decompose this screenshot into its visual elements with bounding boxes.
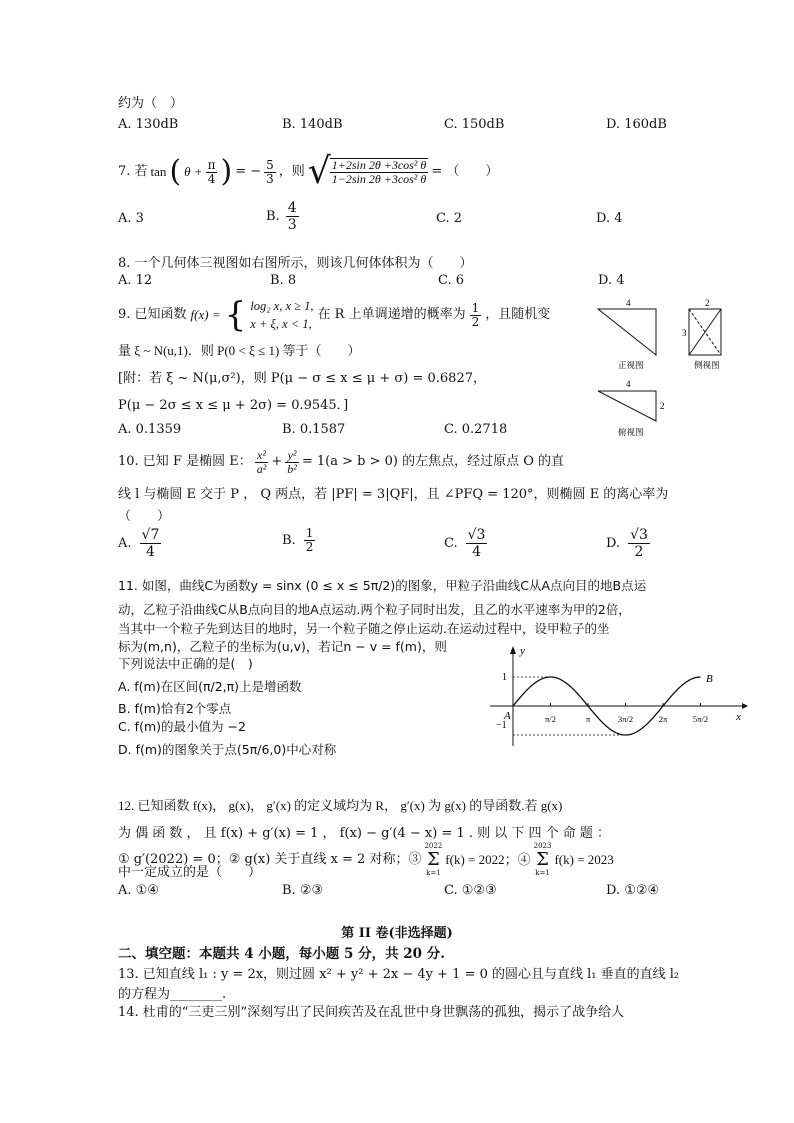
q11-line1: 11. 如图，曲线C为函数y = sinx (0 ≤ x ≤ 5π/2)的图象，甲粒子沿曲线C从A点向目的地B点运 bbox=[118, 578, 647, 593]
svg-text:4: 4 bbox=[626, 379, 631, 389]
q9-after: 在 R 上单调递增的概率为 bbox=[317, 307, 466, 322]
q8-option-a: A. 12 bbox=[118, 273, 153, 288]
svg-text:侧视图: 侧视图 bbox=[694, 360, 720, 370]
x-tick-label: 5π/2 bbox=[692, 714, 709, 724]
q7-five-thirds: $\frac{5}{3}$ bbox=[266, 157, 274, 186]
q12-prop-3: f(k) = 2022；④ bbox=[445, 852, 531, 867]
q12-line2: 为 偶 函 数 ， 且 f(x) + g′(x) = 1 ， f(x) − g′(4 − x) = 1 . 则 以 下 四 个 命 题 ： bbox=[118, 826, 611, 841]
side-view bbox=[682, 298, 721, 370]
y-tick-neg1: −1 bbox=[496, 720, 507, 731]
q10-x2-a2: $\frac{\text{x²}}{\text{a²}}$ bbox=[256, 447, 267, 476]
q9-line2: 量 ξ ~ N(u,1)．则 P(0 < ξ ≤ 1) 等于（ ） bbox=[118, 343, 361, 358]
y-axis-label: y bbox=[520, 645, 525, 657]
q11-option-a: A. f(m)在区间(π/2,π)上是增函数 bbox=[118, 679, 302, 694]
q7-equals: = − bbox=[235, 164, 262, 179]
x-tick-label: π/2 bbox=[545, 714, 556, 724]
q7-option-d: D. 4 bbox=[596, 211, 623, 226]
top-view bbox=[598, 379, 665, 437]
q7-stem bbox=[118, 152, 498, 192]
q9-stem bbox=[118, 295, 550, 335]
three-view-figure bbox=[590, 295, 740, 445]
q6-option-c: C. 150dB bbox=[444, 117, 505, 132]
q10-number: 10. 已知 F 是椭圆 E： bbox=[118, 454, 252, 469]
q7-tan: tan bbox=[150, 164, 167, 179]
q11-line4: 标为(m,n)，乙粒子的坐标为(u,v)，若记n − v = f(m)，则 bbox=[118, 639, 447, 654]
q12-option-b: B. ②③ bbox=[282, 883, 324, 898]
q11-option-c: C. f(m)的最小值为 −2 bbox=[118, 719, 246, 734]
q10-y2-b2: $\frac{\text{y²}}{\text{b²}}$ bbox=[287, 447, 297, 476]
q8-stem: 8. 一个几何体三视图如右图所示，则该几何体体积为（ ） bbox=[118, 256, 473, 271]
x-axis-label: x bbox=[736, 711, 741, 723]
x-tick-label: 3π/2 bbox=[617, 714, 634, 724]
q7-option-c: C. 2 bbox=[436, 211, 463, 226]
q12-option-a: A. ①④ bbox=[118, 883, 159, 898]
q6-option-b: B. 140dB bbox=[282, 117, 343, 132]
x-tick-label: π bbox=[585, 714, 591, 724]
q7-paren-open: ( bbox=[169, 154, 182, 189]
q12-option-c: C. ①②③ bbox=[444, 883, 497, 898]
y-tick-1: 1 bbox=[502, 672, 507, 683]
q12-option-d: D. ①②④ bbox=[606, 883, 660, 898]
svg-text:俯视图: 俯视图 bbox=[618, 427, 644, 437]
q9-number: 9. 已知函数 bbox=[118, 307, 187, 322]
q9-after2: ，且随机变 bbox=[485, 307, 551, 322]
svg-text:2: 2 bbox=[705, 298, 710, 308]
q10-line2: 线 l 与椭圆 E 交于 P ， Q 两点，若 |PF| = 3|QF|，且 ∠PFQ = 120°，则椭圆 E 的离心率为 bbox=[118, 487, 669, 502]
q10-plus: + bbox=[271, 454, 283, 469]
q11-line2: 动，乙粒子沿曲线C从B点向目的地A点运动.两个粒子同时出发，且乙的水平速率为甲的2倍， bbox=[118, 602, 631, 617]
q9-option-b: B. 0.1587 bbox=[282, 422, 346, 437]
graph-axes bbox=[490, 645, 748, 746]
q10-option-d: D. $\frac{√3}{2}$ bbox=[606, 527, 648, 560]
q11-option-d: D. f(m)的图象关于点(5π/6,0)中心对称 bbox=[118, 742, 337, 757]
q7-radicand: $\frac{\text{1+2sin 2θ +3cos² θ}}{\text{1−2sin 2θ +3cos² θ}}$ bbox=[331, 158, 427, 186]
q10-option-c: C. $\frac{√3}{4}$ bbox=[444, 527, 486, 560]
q10-rest: = 1(a > b > 0) 的左焦点，经过原点 O 的直 bbox=[301, 454, 564, 469]
q12-line4: 中一定成立的是（ ） bbox=[118, 865, 262, 880]
q12-sum-2: 2023 Σ k=1 bbox=[533, 842, 552, 877]
q11-option-b: B. f(m)恰有2个零点 bbox=[118, 701, 232, 716]
x-tick-label: 2π bbox=[658, 714, 668, 724]
svg-text:4: 4 bbox=[626, 298, 631, 308]
q10-stem bbox=[118, 444, 564, 480]
q8-option-d: D. 4 bbox=[598, 273, 625, 288]
q7-paren-close: ) bbox=[220, 154, 233, 189]
q10-line3: （ ） bbox=[118, 509, 171, 524]
q12-prop-4: f(k) = 2023 bbox=[554, 852, 614, 867]
sine-curve-graph bbox=[480, 640, 750, 750]
q7-theta-plus: θ + bbox=[184, 164, 203, 179]
q9-option-a: A. 0.1359 bbox=[118, 422, 182, 437]
point-b-label: B bbox=[706, 673, 713, 685]
q6-option-d: D. 160dB bbox=[606, 117, 667, 132]
q7-then: ，则 bbox=[278, 164, 305, 179]
q12-prop-1-2: ① g′(2022) = 0；② g(x) 关于直线 x = 2 对称；③ bbox=[118, 852, 422, 867]
q8-option-b: B. 8 bbox=[270, 273, 297, 288]
q8-option-c: C. 6 bbox=[438, 273, 465, 288]
front-view bbox=[598, 298, 656, 370]
q9-option-c: C. 0.2718 bbox=[444, 422, 508, 437]
q12-sum-1: 2022 Σ k=1 bbox=[424, 842, 443, 877]
q13-line2: 的方程为________. bbox=[118, 987, 227, 1002]
point-a-label: A bbox=[504, 710, 511, 722]
q9-line4: P(μ − 2σ ≤ x ≤ μ + 2σ) = 0.9545．] bbox=[118, 398, 349, 413]
q9-line3: [附：若 ξ ~ N(μ,σ²)，则 P(μ − σ ≤ x ≤ μ + σ) = 0.6827， bbox=[118, 371, 486, 386]
q7-option-a: A. 3 bbox=[118, 211, 144, 226]
q7-pi-over-4: $\frac{\pi}{4}$ bbox=[207, 157, 216, 186]
svg-text:2: 2 bbox=[660, 401, 665, 411]
q7-option-b: B. $\frac{4}{3}$ bbox=[266, 200, 297, 233]
q14-line1: 14. 杜甫的“三吏三别”深刻写出了民间疾苦及在乱世中身世飘荡的孤独，揭示了战争给人 bbox=[118, 1005, 625, 1020]
svg-text:正视图: 正视图 bbox=[618, 360, 644, 370]
q10-option-b: B. $\frac{1}{2}$ bbox=[282, 526, 314, 554]
q7-number: 7. 若 bbox=[118, 164, 148, 179]
q12-line1: 12. 已知函数 f(x)， g(x)， g′(x) 的定义域均为 R， g′(x) 为 g(x) 的导函数.若 g(x) bbox=[118, 798, 563, 813]
fill-in-section-heading: 二、填空题：本题共 4 小题，每小题 5 分，共 20 分. bbox=[118, 946, 445, 962]
q9-cases: log₂ x, x ≥ 1, x + ξ, x < 1, bbox=[250, 299, 314, 331]
q7-radical-sign: √ bbox=[307, 151, 331, 192]
q10-option-a: A. $\frac{√7}{4}$ bbox=[118, 527, 160, 560]
svg-text:3: 3 bbox=[682, 328, 687, 338]
part2-title: 第 II 卷(非选择题) bbox=[341, 926, 453, 941]
q11-line3: 当其中一个粒子先到达目的地时，另一个粒子随之停止运动.在运动过程中，设甲粒子的坐 bbox=[118, 621, 610, 636]
q11-line5: 下列说法中正确的是( ) bbox=[118, 656, 253, 671]
q7-equals-paren: = （ ） bbox=[431, 164, 499, 179]
q6-stem-tail: 约为（ ） bbox=[118, 96, 184, 111]
q13-line1: 13. 已知直线 l₁ : y = 2x，则过圆 x² + y² + 2x − 4y + 1 = 0 的圆心且与直线 l₁ 垂直的直线 l₂ bbox=[118, 967, 680, 982]
q9-fx: f(x) = bbox=[190, 307, 221, 322]
q6-option-a: A. 130dB bbox=[118, 117, 179, 132]
q9-brace: { bbox=[224, 295, 247, 335]
q9-half: $\frac{1}{2}$ bbox=[471, 300, 480, 329]
